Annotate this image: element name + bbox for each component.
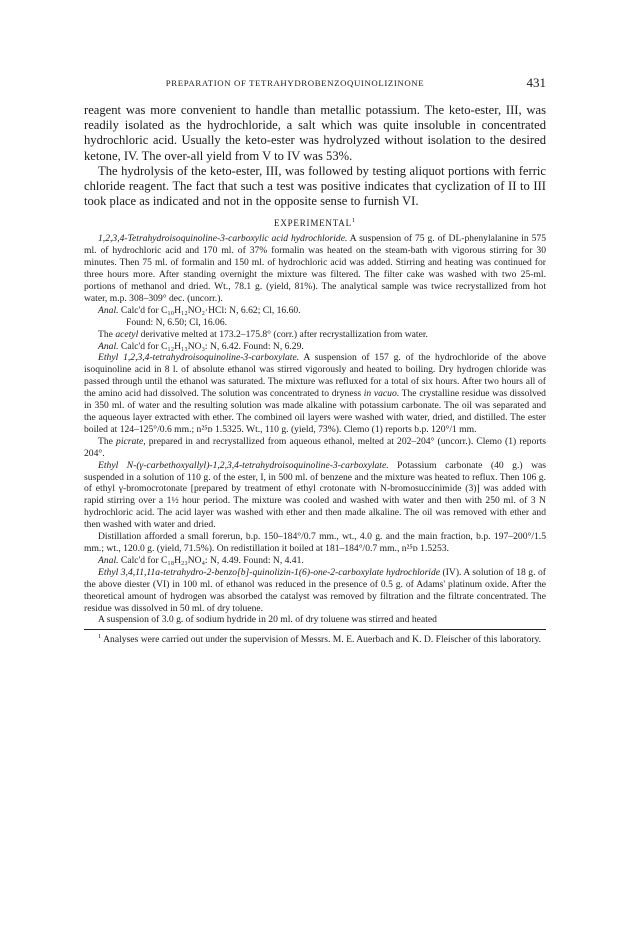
- experimental-heading-text: EXPERIMENTAL: [274, 218, 352, 229]
- procedure-text: A suspension of 75 g. of DL-phenylalanine in 575 ml. of hydrochloric acid and 170 ml. of 37% formalin was heated on the steam-bath with vigorous stirring for 30 minutes. Then 75 ml. of formalin and 150 ml. of hydrochloric acid was added. Stirring and heating was continued for three hours more. After standing overnight the mixture was filtered. The filter cake was washed with two 25-ml. portions of methanol and dried. Wt., 78.1 g. (yield, 81%). The analytical sample was twice recrystallized from hot water, m.p. 308–309° dec. (uncorr.).: [84, 233, 546, 304]
- footnote-divider: [84, 629, 546, 630]
- compound-title: 1,2,3,4-Tetrahydroisoquinoline-3-carboxylic acid hydrochloride.: [98, 233, 348, 245]
- procedure-isoquinoline-acid: [84, 233, 546, 304]
- anal-text: Calc'd for C₁₂H₁₃NO₃: N, 6.42. Found: N, 6.29.: [118, 340, 304, 352]
- anal-text: Calc'd for C₁₀H₁₂NO₂·HCl: N, 6.62; Cl, 16.60.: [118, 304, 301, 316]
- continuation-line: A suspension of 3.0 g. of sodium hydride in 20 ml. of dry toluene was stirred and heated: [98, 614, 437, 626]
- procedure-text: Potassium carbonate (40 g.) was suspended in a solution of 110 g. of the ester, I, in 500 ml. of benzene and the mixture was heated to reflux. Then 106 g. of ethyl γ-bromocrotonate [prepared by treatment of ethyl crotonate with N-bromosuccinimide (3)] was added with rapid stirring over a 1½ hour period. The mixture was cooled and washed with water and then with 250 ml. of 3 N hydrochloric acid. The acid layer was washed with ether and then made alkaline. The oil was removed with ether and then washed with water and dried.: [84, 459, 546, 531]
- acetyl-pre: The: [98, 328, 116, 340]
- analysis-line: [84, 555, 546, 567]
- experimental-section: [84, 233, 546, 626]
- acetyl-derivative: [84, 329, 546, 341]
- running-head: PREPARATION OF TETRAHYDROBENZOQUINOLIZINONE: [165, 78, 425, 88]
- page-number: 431: [526, 75, 546, 90]
- picrate-word: picrate: [116, 435, 144, 447]
- procedure-text: (IV). A solution of 18 g. of the above diester (VI) in 100 ml. of ethanol was reduced in the presence of 0.5 g. of Adams' platinum oxide. After the theoretical amount of hydrogen was absorbed the catalyst was removed by filtration and the filtrate concentrated. The residue was dissolved in 50 ml. of dry toluene.: [84, 566, 546, 614]
- procedure-text: A suspension of 157 g. of the hydrochloride of the above isoquinoline acid in 8 l. of absolute ethanol was stirred vigorously and heated to boiling. Dry hydrogen chloride was passed through until the ethanol was saturated. The mixture was refluxed for a total of six hours. After two hours all of the amino acid had dissolved. The solution was concentrated to dryness: [84, 352, 546, 400]
- analysis-line: [84, 341, 546, 353]
- anal-label: Anal.: [98, 304, 119, 316]
- picrate-paragraph: [84, 436, 546, 460]
- intro-section: [84, 103, 546, 209]
- footnote-marker: 1: [98, 633, 102, 641]
- footnote-ref: 1: [351, 217, 356, 225]
- page-header: [84, 76, 546, 94]
- experimental-heading: [84, 217, 546, 229]
- acetyl-word: acetyl: [115, 328, 139, 340]
- footnote: [84, 634, 546, 646]
- intro-paragraph-2: The hydrolysis of the keto-ester, III, was followed by testing aliquot portions with ferric chloride reagent. The fact that such a test was positive indicates that cyclization of II to III took place as indicated and not in the opposite sense to furnish VI.: [84, 163, 546, 209]
- compound-title: Ethyl 1,2,3,4-tetrahydroisoquinoline-3-carboxylate.: [98, 352, 300, 364]
- compound-title: Ethyl N-(γ-carbethoxyallyl)-1,2,3,4-tetrahydroisoquinoline-3-carboxylate.: [98, 459, 389, 471]
- picrate-pre: The: [98, 435, 117, 447]
- anal-label: Anal.: [98, 340, 119, 352]
- compound-title: Ethyl 3,4,11,11a-tetrahydro-2-benzo[b]-quinolizin-1(6)-one-2-carboxylate hydrochloride: [98, 566, 441, 578]
- procedure-ethyl-ester: [84, 352, 546, 435]
- picrate-text: , prepared in and recrystallized from aqueous ethanol, melted at 202–204° (uncorr.). Clemo (1) reports 204°.: [84, 435, 546, 459]
- in-vacuo: in vacuo: [363, 388, 397, 400]
- analysis-line: [84, 305, 546, 317]
- anal-text: Calc'd for C₁₈H₂₃NO₄: N, 4.49. Found: N, 4.41.: [118, 554, 304, 566]
- anal-label: Anal.: [98, 554, 119, 566]
- procedure-quinolizinone: [84, 567, 546, 615]
- procedure-carbethoxyallyl: [84, 460, 546, 531]
- page-body: [84, 103, 546, 646]
- procedure-text: . The crystalline residue was dissolved in 350 ml. of water and the resulting solution was made alkaline with potassium carbonate. The oil was separated and the aqueous layer extracted with ether. The combined oil layers were washed with water, dried, and distilled. The ester boiled at 124–125°/0.6 mm.; n²⁵ᴅ 1.5325. Wt., 110 g. (yield, 73%). Clemo (1) reports b.p. 120°/1 mm.: [84, 388, 546, 435]
- footnote-text: Analyses were carried out under the supervision of Messrs. M. E. Auerbach and K. D. Fleischer of this laboratory.: [101, 634, 542, 646]
- intro-paragraph-1: reagent was more convenient to handle than metallic potassium. The keto-ester, III, was readily isolated as the hydrochloride, a salt which was quite insoluble in concentrated hydrochloric acid. Usually the keto-ester was hydrolyzed without isolation to the desired ketone, IV. The over-all yield from V to IV was 53%.: [84, 103, 546, 163]
- found-line: Found: N, 6.50; Cl, 16.06.: [126, 316, 228, 328]
- distillation-paragraph: Distillation afforded a small forerun, b.p. 150–184°/0.7 mm., wt., 4.0 g. and the main fraction, b.p. 197–200°/1.5 mm.; wt., 120.0 g. (yield, 71.5%). On redistillation it boiled at 181–184°/0.7 mm., n²⁵ᴅ 1.5253.: [84, 531, 546, 554]
- acetyl-text: derivative melted at 173.2–175.8° (corr.) after recrystallization from water.: [138, 328, 428, 340]
